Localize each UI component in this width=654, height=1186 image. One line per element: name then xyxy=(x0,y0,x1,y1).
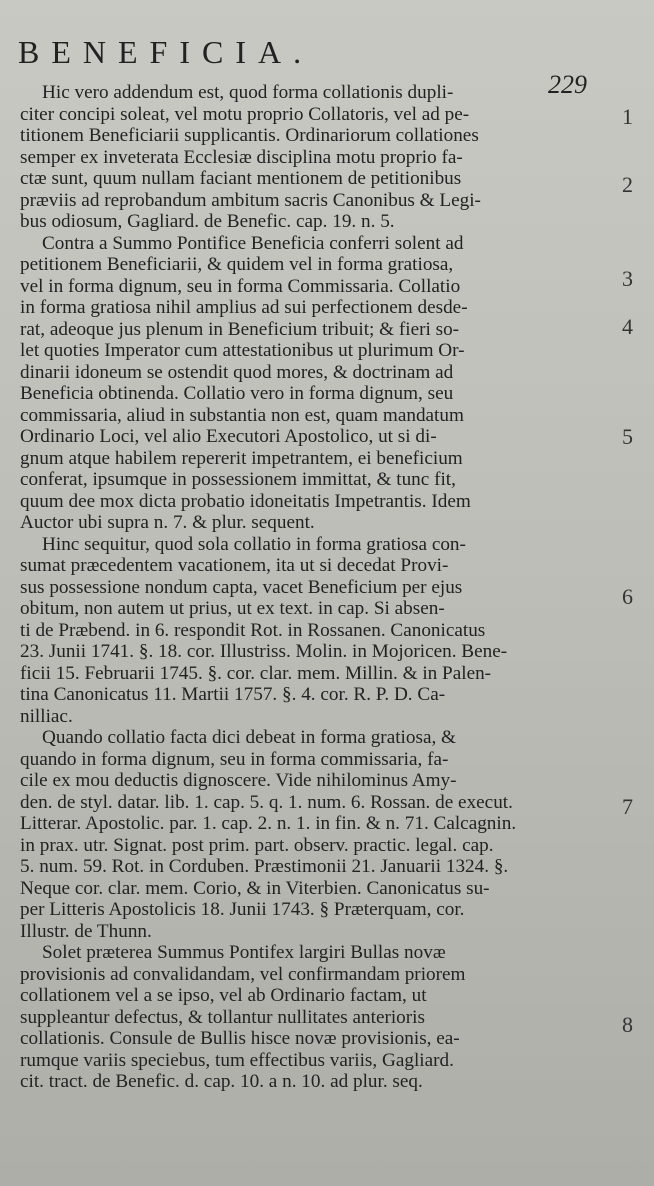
text-line: quando in forma dignum, seu in forma commissaria, fa- xyxy=(20,748,449,770)
text-line: petitionem Beneficiarii, & quidem vel in forma gratiosa, xyxy=(20,254,454,275)
text-line: Hinc sequitur, quod sola collatio in forma gratiosa con- xyxy=(42,533,466,555)
text-line: tina Canonicatus 11. Martii 1757. §. 4. cor. R. P. D. Ca- xyxy=(20,684,446,705)
text-line: præviis ad reprobandum ambitum sacris Canonibus & Legi- xyxy=(20,189,481,211)
running-head: BENEFICIA. xyxy=(18,34,314,70)
text-line: ctæ sunt, quum nullam faciant mentionem de petitionibus xyxy=(20,168,462,189)
text-line: Quando collatio facta dici debeat in forma gratiosa, & xyxy=(42,727,456,748)
text-line: in forma gratiosa nihil amplius ad sui perfectionem desde- xyxy=(20,297,468,318)
text-line: cile ex mou deductis dignoscere. Vide nihilominus Amy- xyxy=(20,770,457,791)
page-number: 229 xyxy=(548,70,587,99)
margin-number: 1 xyxy=(622,104,633,129)
text-line: collationem vel a se ipso, vel ab Ordinario factam, ut xyxy=(20,985,427,1006)
paragraph xyxy=(20,534,620,728)
margin-number: 8 xyxy=(622,1012,633,1037)
text-line: ti de Præbend. in 6. respondit Rot. in Rossanen. Canonicatus xyxy=(20,619,486,641)
text-line: sus possessione nondum capta, vacet Beneficium per ejus xyxy=(20,576,463,598)
text-line: titionem Beneficiarii supplicantis. Ordinariorum collationes xyxy=(20,125,479,146)
text-line: Contra a Summo Pontifice Beneficia conferri solent ad xyxy=(42,232,464,254)
text-line: Solet præterea Summus Pontifex largiri Bullas novæ xyxy=(42,942,446,963)
text-line: Hic vero addendum est, quod forma collationis dupli- xyxy=(42,82,454,103)
text-line: sumat præcedentem vacationem, ita ut si decedat Provi- xyxy=(20,555,449,576)
text-line: let quoties Imperator cum attestationibus ut plurimum Or- xyxy=(20,340,465,361)
text-line: gnum atque habilem repererit impetrantem, ei beneficium xyxy=(20,447,463,469)
text-line: suppleantur defectus, & tollantur nullitates anterioris xyxy=(20,1006,425,1028)
text-line: rat, adeoque jus plenum in Beneficium tribuit; & fieri so- xyxy=(20,318,460,340)
margin-number: 6 xyxy=(622,584,633,609)
margin-number: 7 xyxy=(622,794,633,819)
paragraph xyxy=(20,942,620,1093)
text-line: semper ex inveterata Ecclesiæ disciplina motu proprio fa- xyxy=(20,146,463,168)
text-line: 23. Junii 1741. §. 18. cor. Illustriss. Molin. in Mojoricen. Bene- xyxy=(20,641,508,662)
text-line: quum dee mox dicta probatio idoneitatis Impetrantis. Idem xyxy=(20,490,471,512)
text-line: obitum, non autem ut prius, ut ex text. in cap. Si absen- xyxy=(20,598,445,619)
text-line: Ordinario Loci, vel alio Executori Apostolico, ut si di- xyxy=(20,426,437,447)
margin-number: 5 xyxy=(622,424,633,449)
text-line: den. de styl. datar. lib. 1. cap. 5. q. 1. num. 6. Rossan. de execut. xyxy=(20,791,513,813)
margin-number: 3 xyxy=(622,266,633,291)
text-line: provisionis ad convalidandam, vel confirmandam priorem xyxy=(20,963,466,985)
text-body xyxy=(20,82,620,1093)
text-line: 5. num. 59. Rot. in Corduben. Præstimonii 21. Januarii 1324. §. xyxy=(20,856,509,877)
text-line: citer concipi soleat, vel motu proprio Collatoris, vel ad pe- xyxy=(20,103,470,125)
text-line: conferat, ipsumque in possessionem immittat, & tunc fit, xyxy=(20,469,456,490)
text-line: in prax. utr. Signat. post prim. part. observ. practic. legal. cap. xyxy=(20,834,494,856)
margin-number: 4 xyxy=(622,314,633,339)
text-line: bus odiosum, Gagliard. de Benefic. cap. 19. n. 5. xyxy=(20,211,395,232)
text-line: Neque cor. clar. mem. Corio, & in Viterbien. Canonicatus su- xyxy=(20,877,490,899)
paragraph xyxy=(20,82,620,233)
text-line: collationis. Consule de Bullis hisce novæ provisionis, ea- xyxy=(20,1028,460,1049)
text-line: commissaria, aliud in substantia non est, quam mandatum xyxy=(20,404,464,426)
margin-number: 2 xyxy=(622,172,633,197)
text-line: Litterar. Apostolic. par. 1. cap. 2. n. 1. in fin. & n. 71. Calcagnin. xyxy=(20,813,517,834)
text-line: cit. tract. de Benefic. d. cap. 10. a n. 10. ad plur. seq. xyxy=(20,1071,423,1092)
text-line: ficii 15. Februarii 1745. §. cor. clar. mem. Millin. & in Palen- xyxy=(20,662,492,684)
text-line: Beneficia obtinenda. Collatio vero in forma dignum, seu xyxy=(20,383,454,404)
text-line: Auctor ubi supra n. 7. & plur. sequent. xyxy=(20,512,315,533)
text-line: dinarii idoneum se ostendit quod mores, & doctrinam ad xyxy=(20,361,454,383)
paragraph xyxy=(20,727,620,942)
text-line: rumque variis speciebus, tum effectibus variis, Gagliard. xyxy=(20,1049,454,1071)
paragraph xyxy=(20,233,620,534)
text-line: per Litteris Apostolicis 18. Junii 1743. § Præterquam, cor. xyxy=(20,899,465,920)
text-line: nilliac. xyxy=(20,705,73,727)
text-line: Illustr. de Thunn. xyxy=(20,920,152,942)
text-line: vel in forma dignum, seu in forma Commissaria. Collatio xyxy=(20,275,461,297)
